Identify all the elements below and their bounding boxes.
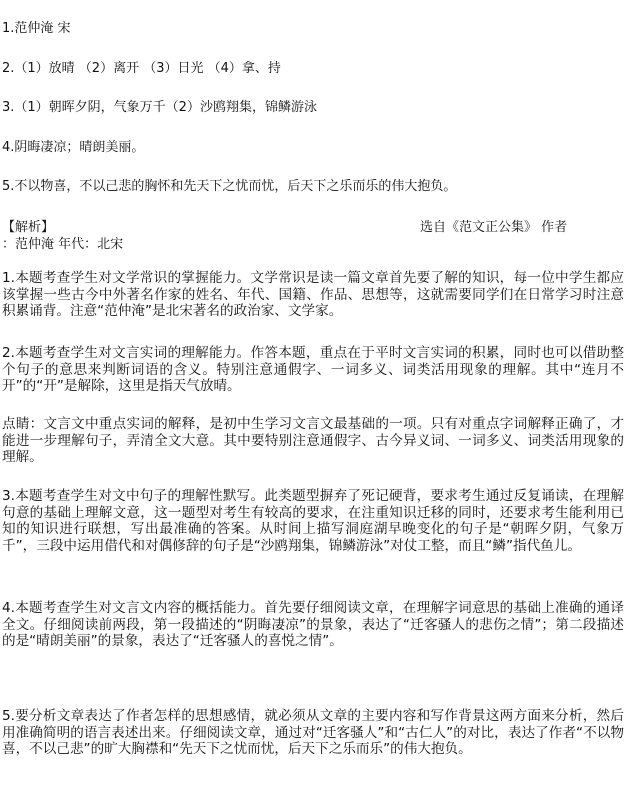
analysis-label: 【解析】 <box>2 220 55 235</box>
answer-1: 1.范仲淹 宋 <box>2 21 71 36</box>
answer-4: 4.阴晦凄凉；晴朗美丽。 <box>2 140 145 155</box>
analysis-paragraph-2: 2.本题考查学生对文言实词的理解能力。作答本题，重点在于平时文言实词的积累，同时也可以借助整个句子的意思来判断词语的含义。特别注意通假字、一词多义、词类活用现象的理解。其中“连月不开”的“开”是解除，这里是指天气放晴。 <box>2 345 624 394</box>
analysis-paragraph-1: 1.本题考查学生对文学常识的掌握能力。文学常识是读一篇文章首先要了解的知识，每一位中学生都应该掌握一些古今中外著名作家的姓名、年代、国籍、作品、思想等，这就需要同学们在日常学习时注意积累诵背。注意“范仲淹”是北宋著名的政治家、文学家。 <box>2 270 624 319</box>
analysis-paragraph-3: 3.本题考查学生对文中句子的理解性默写。此类题型摒弃了死记硬背，要求考生通过反复诵读，在理解句意的基础上理解文意，这一题型对考生有较高的要求，在注重知识迁移的同时，还要求考生能利用已知的知识进行联想，写出最准确的答案。从时间上描写洞庭湖早晚变化的句子是“朝晖夕阴，气象万千”，三段中运用借代和对偶修辞的句子是“沙鸥翔集，锦鳞游泳”对仗工整，而且“鳞”指代鱼儿。 <box>2 488 624 554</box>
analysis-tip-paragraph: 点睛：文言文中重点实词的解释，是初中生学习文言文最基础的一项。只有对重点字词解释正确了，才能进一步理解句子，弄清全文大意。其中要特别注意通假字、古今异义词、一词多义、词类活用现象的理解。 <box>2 416 624 465</box>
answer-5: 5.不以物喜，不以己悲的胸怀和先天下之忧而忧，后天下之乐而乐的伟大抱负。 <box>2 179 457 194</box>
answer-3: 3.（1）朝晖夕阴，气象万千（2）沙鸥翔集，锦鳞游泳 <box>2 100 317 115</box>
analysis-paragraph-4: 4.本题考查学生对文言文内容的概括能力。首先要仔细阅读文章，在理解字词意思的基础上准确的通译全文。仔细阅读前两段，第一段描述的“阴晦凄凉”的景象，表达了“迁客骚人的悲伤之情”；第二段描述的是“晴朗美丽”的景象，表达了“迁客骚人的喜悦之情”。 <box>2 600 624 649</box>
author-era-line: ：范仲淹 年代：北宋 <box>2 237 124 252</box>
analysis-header <box>2 219 624 253</box>
analysis-paragraph-5: 5.要分析文章表达了作者怎样的思想感情，就必须从文章的主要内容和写作背景这两方面来分析，然后用准确简明的语言表述出来。仔细阅读文章，通过对“迁客骚人”和“古仁人”的对比，表达了作者“不以物喜，不以己悲”的旷大胸襟和“先天下之忧而忧，后天下之乐而乐”的伟大抱负。 <box>2 708 624 757</box>
answer-2: 2.（1）放晴 （2）离开 （3）日光 （4）拿、持 <box>2 61 281 76</box>
source-note: 选自《范文正公集》 作者 <box>420 220 568 235</box>
